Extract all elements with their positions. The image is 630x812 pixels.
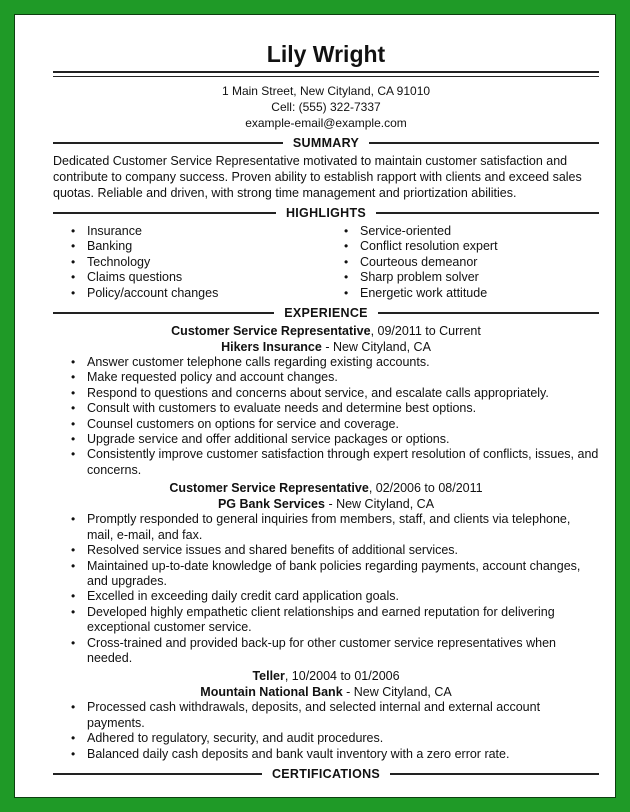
contact-email: example-email@example.com: [245, 116, 407, 130]
highlights-right-column: [326, 224, 599, 301]
contact-cell: Cell: (555) 322-7337: [271, 100, 381, 114]
job-bullet: • Excelled in exceeding daily credit card application goals.: [53, 589, 599, 604]
highlight-item: • Conflict resolution expert: [326, 239, 599, 254]
job-bullet: • Respond to questions and concerns about service, and escalate calls appropriately.: [53, 386, 599, 401]
job-entry: [53, 480, 599, 666]
job-bullet: • Developed highly empathetic client relationships and earned reputation for delivering exceptional customer service.: [53, 605, 599, 636]
job-role: Customer Service Representative: [169, 481, 369, 496]
highlight-item: • Banking: [53, 239, 326, 254]
contact-block: [53, 83, 599, 131]
job-bullet: • Resolved service issues and shared benefits of additional services.: [53, 543, 599, 558]
section-title: HIGHLIGHTS: [285, 206, 367, 220]
highlight-item: • Courteous demeanor: [326, 255, 599, 270]
section-rule: [53, 212, 276, 214]
highlight-item: • Claims questions: [53, 270, 326, 285]
job-location: - New Cityland, CA: [321, 340, 431, 355]
job-company: PG Bank Services: [217, 497, 325, 512]
section-title: CERTIFICATIONS: [271, 766, 381, 781]
header-divider: [53, 71, 599, 77]
job-title-line: [53, 323, 599, 339]
summary-heading: [53, 135, 599, 151]
experience-list: [53, 323, 599, 762]
job-title-line: [53, 668, 599, 684]
job-bullet: • Adhered to regulatory, security, and audit procedures.: [53, 731, 599, 746]
job-bullet: • Cross-trained and provided back-up for other customer service representatives when needed.: [53, 636, 599, 667]
job-bullet: • Consult with customers to evaluate needs and determine best options.: [53, 401, 599, 416]
job-bullet: • Upgrade service and offer additional service packages or options.: [53, 432, 599, 447]
section-rule: [378, 312, 599, 314]
section-rule: [53, 312, 274, 314]
highlight-item: • Technology: [53, 255, 326, 270]
summary-text: Dedicated Customer Service Representative motivated to maintain customer satisfaction and contribute to company success. Proven ability to establish rapport with clients and exceed sales quotas. Reliable and driven, with strong time management and priortization abilities.: [53, 154, 582, 200]
highlights-left-column: [53, 224, 326, 301]
highlight-item: • Energetic work attitude: [326, 286, 599, 301]
job-company: Hikers Insurance: [221, 340, 322, 355]
job-company: Mountain National Bank: [200, 685, 343, 700]
job-bullet: • Maintained up-to-date knowledge of bank policies regarding payments, account changes, and upgrades.: [53, 559, 599, 590]
highlight-item: • Sharp problem solver: [326, 270, 599, 285]
job-company-line: [53, 339, 599, 355]
job-bullet: • Consistently improve customer satisfaction through expert resolution of conflicts, issues, and concerns.: [53, 447, 599, 478]
section-title: EXPERIENCE: [284, 306, 368, 321]
highlight-item: • Insurance: [53, 224, 326, 239]
experience-heading: [53, 305, 599, 321]
highlight-item: • Service-oriented: [326, 224, 599, 239]
highlights-heading: [53, 205, 599, 221]
section-rule: [376, 212, 599, 214]
resume-content: [53, 15, 599, 782]
section-rule: [53, 142, 283, 144]
job-bullet: • Balanced daily cash deposits and bank vault inventory with a zero error rate.: [53, 747, 599, 762]
job-entry: [53, 323, 599, 478]
job-bullet: • Make requested policy and account changes.: [53, 370, 599, 385]
resume-name: Lily Wright: [266, 41, 386, 67]
job-dates: , 09/2011 to Current: [370, 324, 481, 339]
job-bullet: • Answer customer telephone calls regarding existing accounts.: [53, 355, 599, 370]
job-company-line: [53, 496, 599, 512]
highlight-item: • Policy/account changes: [53, 286, 326, 301]
section-rule: [390, 773, 599, 775]
job-location: - New Cityland, CA: [324, 497, 435, 512]
job-bullet: • Promptly responded to general inquiries from members, staff, and clients via telephone, mail, e-mail, and fax.: [53, 512, 599, 543]
job-location: - New Cityland, CA: [342, 685, 452, 700]
job-entry: [53, 668, 599, 762]
job-bullet: • Processed cash withdrawals, deposits, and selected internal and external account payments.: [53, 700, 599, 731]
job-bullet: • Counsel customers on options for service and coverage.: [53, 417, 599, 432]
job-role: Teller: [252, 669, 285, 684]
certifications-heading: [53, 766, 599, 782]
job-title-line: [53, 480, 599, 496]
job-dates: , 10/2004 to 01/2006: [284, 669, 400, 684]
contact-address: 1 Main Street, New Cityland, CA 91010: [221, 84, 431, 98]
section-title: SUMMARY: [292, 136, 360, 150]
job-role: Customer Service Representative: [171, 324, 371, 339]
resume-sheet: [14, 14, 616, 798]
highlights-list: [53, 224, 599, 301]
job-company-line: [53, 684, 599, 700]
job-dates: , 02/2006 to 08/2011: [368, 481, 483, 496]
section-rule: [369, 142, 599, 144]
section-rule: [53, 773, 262, 775]
